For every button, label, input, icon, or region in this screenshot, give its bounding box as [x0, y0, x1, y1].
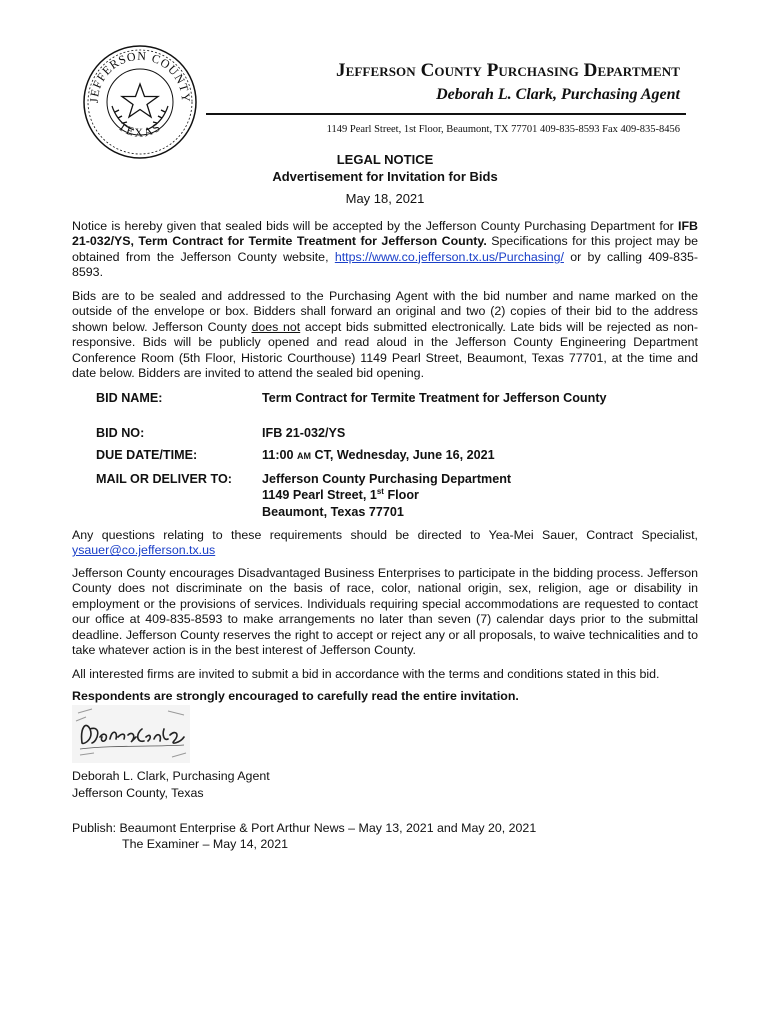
- due-date-label: DUE DATE/TIME:: [96, 448, 198, 462]
- handwritten-signature: [72, 705, 190, 763]
- bid-no-value: IFB 21-032/YS: [262, 426, 346, 440]
- invitation-paragraph: All interested firms are invited to submit a bid in accordance with the terms and conditions stated in this bid.: [72, 667, 660, 681]
- svg-text:TEXAS: [116, 119, 164, 139]
- emphasis-does-not: does not: [251, 319, 301, 334]
- mail-to-line3: Beaumont, Texas 77701: [262, 505, 404, 519]
- mail-to-line1: Jefferson County Purchasing Department: [262, 472, 512, 486]
- purchasing-website-link[interactable]: https://www.co.jefferson.tx.us/Purchasing/: [334, 249, 564, 264]
- bid-name-value: Term Contract for Termite Treatment for Jefferson County: [262, 391, 607, 405]
- read-invitation-notice: Respondents are strongly encouraged to carefully read the entire invitation.: [72, 689, 519, 703]
- notice-date: May 18, 2021: [345, 191, 425, 206]
- purchasing-agent: Deborah L. Clark, Purchasing Agent: [436, 86, 680, 103]
- notice-subtitle: Advertisement for Invitation for Bids: [272, 169, 498, 184]
- mail-to-label: MAIL OR DELIVER TO:: [96, 472, 232, 486]
- department-title: Jefferson County Purchasing Department: [336, 60, 680, 81]
- bid-name-label: BID NAME:: [96, 391, 163, 405]
- signatory-name: Deborah L. Clark, Purchasing Agent: [72, 769, 270, 783]
- notice-title: LEGAL NOTICE: [336, 152, 434, 167]
- intro-paragraph: Notice is hereby given that sealed bids will be accepted by the Jefferson County Purchasing Department for IFB 21-032/YS, Term Contract for Termite Treatment for Jefferson County. Specifications for this project may be obtained from the Jefferson County website, https://www.co.jefferson.tx.us/Purchasing/ or by calling 409-835-8593.: [72, 219, 698, 280]
- seal-text-top: JEFFERSON COUNTY: [86, 48, 194, 104]
- contact-email-link[interactable]: ysauer@co.jefferson.tx.us: [72, 543, 216, 558]
- publish-line2: The Examiner – May 14, 2021: [122, 837, 288, 851]
- star-icon: [122, 84, 158, 117]
- header-address: 1149 Pearl Street, 1st Floor, Beaumont, TX 77701 409-835-8593 Fax 409-835-8456: [326, 124, 680, 135]
- mail-to-line2: 1149 Pearl Street, 1st Floor: [262, 486, 419, 502]
- county-seal: [82, 44, 198, 160]
- submission-paragraph: Bids are to be sealed and addressed to the Purchasing Agent with the bid number and name marked on the outside of the envelope or box. Bidders shall forward an original and two (2) copies of their bid to the address shown below. Jefferson County does not accept bids submitted electronically. Late bids will be rejected as non-responsive. Bids will be publicly opened and read aloud in the Jefferson County Engineering Department Conference Room (5th Floor, Historic Courthouse) 1149 Pearl Street, Beaumont, Texas 77701, at the time and date below. Bidders are invited to attend the sealed bid opening.: [72, 289, 698, 381]
- header-divider: [206, 113, 686, 115]
- questions-paragraph: Any questions relating to these requirements should be directed to Yea-Mei Sauer, Contract Specialist, ysauer@co.jefferson.tx.us: [72, 528, 698, 558]
- publish-line1: Publish: Beaumont Enterprise & Port Arthur News – May 13, 2021 and May 20, 2021: [72, 821, 537, 835]
- signatory-org: Jefferson County, Texas: [72, 786, 204, 800]
- bid-no-label: BID NO:: [96, 426, 145, 440]
- due-date-value: 11:00 AM CT, Wednesday, June 16, 2021: [262, 448, 495, 462]
- dbe-paragraph: Jefferson County encourages Disadvantaged Business Enterprises to participate in the bidding process. Jefferson County does not discriminate on the basis of race, color, national origin, sex, religion, age or disability in employment or the provisions of services. Individuals requiring special accommodations are requested to contact our office at 409-835-8593 to make arrangements no later than seven (7) calendar days prior to the submittal deadline. Jefferson County reserves the right to accept or reject any or all proposals, to waive technicalities and to take whatever action is in the best interest of Jefferson County.: [72, 566, 698, 658]
- seal-text-bottom: TEXAS: [115, 119, 165, 140]
- ifb-reference: IFB 21-032/YS, Term Contract for Termite Treatment for Jefferson County.: [72, 219, 698, 249]
